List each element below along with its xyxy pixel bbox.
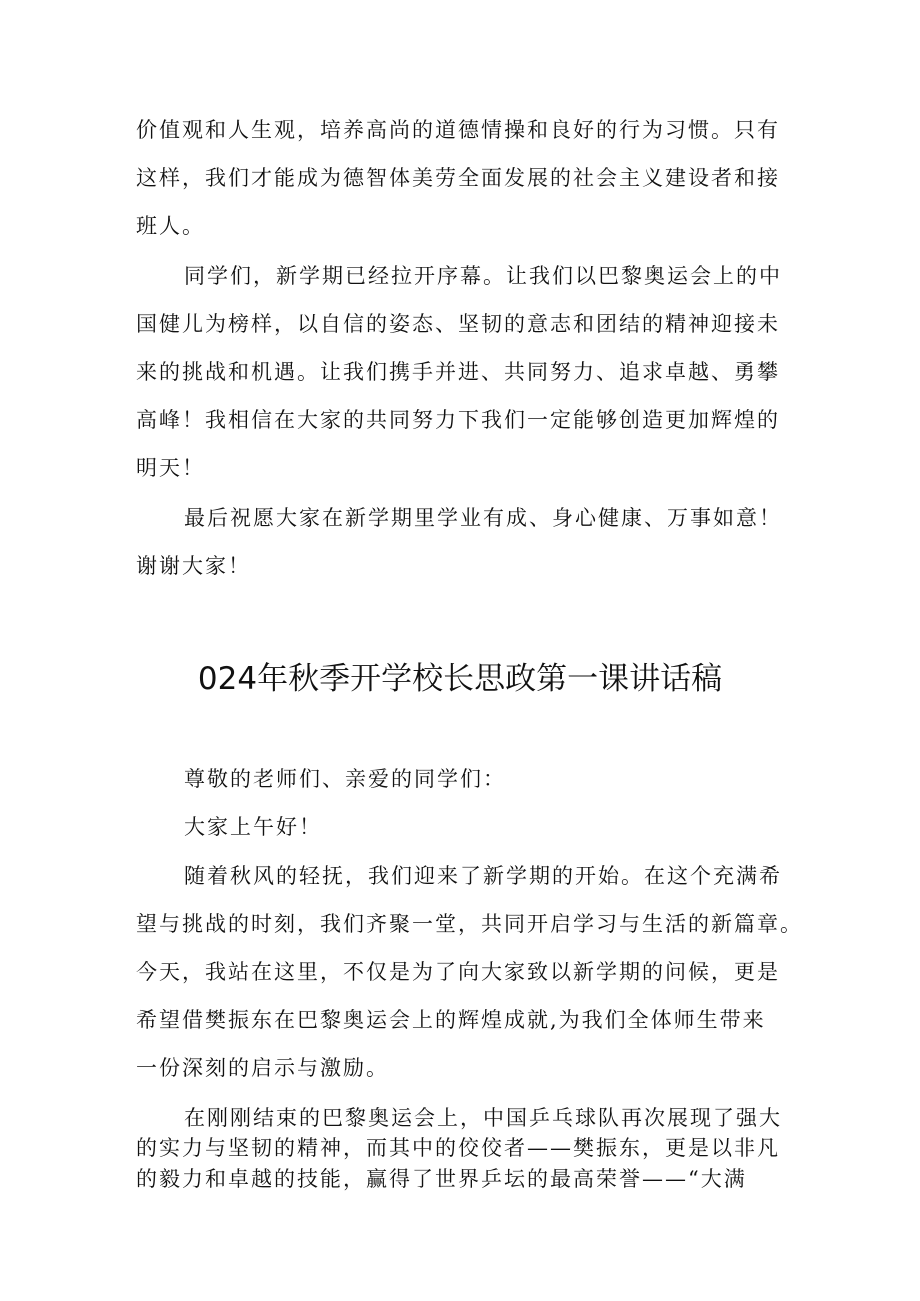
text-line: 希望借樊振东在巴黎奥运会上的辉煌成就,为我们全体师生带来 [136, 1008, 766, 1032]
text-line: 在刚刚结束的巴黎奥运会上，中国乒乓球队再次展现了强大 [184, 1106, 782, 1130]
text-line: 这样，我们才能成为德智体美劳全面发展的社会主义建设者和接 [136, 166, 780, 190]
text-line: 谢谢大家！ [136, 554, 251, 578]
text-line: 班人。 [136, 214, 205, 238]
text-line: 来的挑战和机遇。让我们携手并进、共同努力、追求卓越、勇攀 [136, 360, 780, 384]
text-line: 高峰！我相信在大家的共同努力下我们一定能够创造更加辉煌的 [136, 408, 780, 432]
text-line: 一份深刻的启示与激励。 [136, 1056, 389, 1080]
text-line: 望与挑战的时刻，我们齐聚一堂，共同开启学习与生活的新篇章。 [136, 912, 803, 936]
text-line: 价值观和人生观，培养高尚的道德情操和良好的行为习惯。只有 [136, 118, 780, 142]
text-line: 的毅力和卓越的技能，赢得了世界乒坛的最高荣誉——“大满 [136, 1167, 747, 1191]
text-line: 国健儿为榜样，以自信的姿态、坚韧的意志和团结的精神迎接未 [136, 312, 780, 336]
greeting-line: 尊敬的老师们、亲爱的同学们： [184, 767, 506, 791]
speech-title: 024年秋季开学校长思政第一课讲话稿 [197, 661, 723, 697]
text-line: 最后祝愿大家在新学期里学业有成、身心健康、万事如意！ [184, 506, 782, 530]
salutation-line: 大家上午好！ [184, 815, 322, 839]
text-line: 的实力与坚韧的精神，而其中的佼佼者——樊振东，更是以非凡 [136, 1136, 780, 1160]
text-line: 明天！ [136, 456, 205, 480]
text-line: 今天，我站在这里，不仅是为了向大家致以新学期的问候，更是 [136, 960, 780, 984]
text-line: 同学们，新学期已经拉开序幕。让我们以巴黎奥运会上的中 [184, 264, 782, 288]
text-line: 随着秋风的轻抚，我们迎来了新学期的开始。在这个充满希 [184, 864, 782, 888]
